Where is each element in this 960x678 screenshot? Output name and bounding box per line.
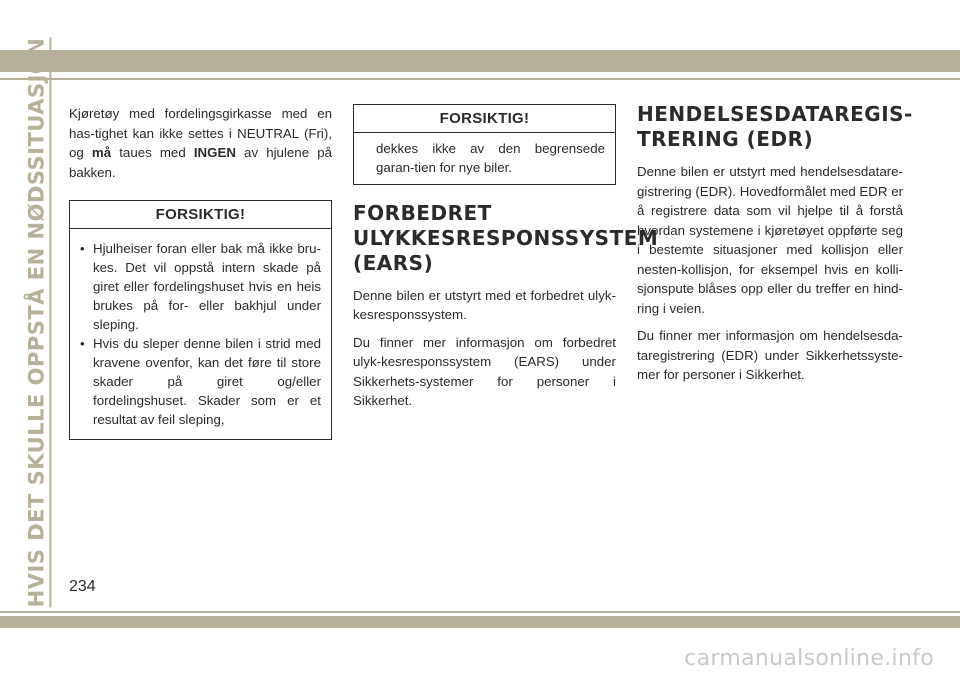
caution-text: dekkes ikke av den begrensede garan-tien for nye biler. [376, 140, 605, 175]
section-heading-edr: HENDELSESDATAREGIS-TRERING (EDR) [637, 102, 913, 151]
intro-text-a: Kjøretøy med fordelingsgirkasse med en has-tighet kan ikke settes i NEUTRAL (Fri), og [69, 106, 332, 160]
header-bar [0, 50, 960, 72]
caution-box-1 [69, 200, 332, 440]
body-paragraph: Du finner mer informasjon om forbedret ulyk-kesresponssystem (EARS) under Sikkerhets-systemer for personer i Sikkerhet. [353, 334, 616, 408]
caution-box-2 [353, 104, 616, 185]
header-rule [0, 78, 960, 80]
section-heading-ears: FORBEDRET ULYKKESRESPONSSYSTEM (EARS) [353, 200, 659, 275]
side-section-title-text: HVIS DET SKULLE OPPSTÅ EN NØDSSITUASJON [25, 38, 52, 608]
page-number: 234 [69, 578, 96, 595]
column-1 [69, 104, 332, 450]
side-section-title [24, 37, 52, 608]
column-3 [637, 102, 913, 393]
top-band [0, 0, 960, 72]
body-paragraph: Du finner mer informasjon om hendelsesda-taregistrering (EDR) under Sikkerhetssyste-mer for personer i Sikkerhet. [637, 328, 903, 382]
caution-list-item: • Hjulheiser foran eller bak må ikke bru-kes. Det vil oppstå intern skade på giret eller fordelingshuset hvis en heis brukes på for- eller bakhjul under sleping. [80, 239, 321, 334]
caution-title: FORSIKTIG! [354, 105, 615, 133]
caution-list-item: • Hvis du sleper denne bilen i strid med kravene ovenfor, kan det føre til store skader på giret og/eller fordelingshuset. Skader som er et resultat av feil sleping, [80, 334, 321, 429]
footer-rule [0, 611, 960, 613]
body-paragraph: Denne bilen er utstyrt med et forbedret ulyk-kesresponssystem. [353, 287, 616, 322]
intro-text-emph-1: må [91, 145, 112, 160]
body-paragraph: Denne bilen er utstyrt med hendelsesdatare-gistrering (EDR). Hovedformålet med EDR er å registrere data som vil hjelpe til å forstå hvordan systemene i kjøretøyet oppførte seg i bestemte situasjoner med kollisjon eller nesten-kollisjon, for eksempel hvis en kolli-sjonspute blåses opp eller du treffer en hind-ring i veien. [637, 164, 904, 316]
caution-title: FORSIKTIG! [70, 201, 331, 229]
intro-text-emph-2: INGEN [193, 145, 236, 160]
caution-list [80, 239, 321, 429]
intro-text-e: av hjulene på bakken. [69, 145, 332, 180]
column-2 [353, 104, 659, 419]
watermark-text: carmanualsonline.info [684, 646, 934, 671]
footer-bar [0, 616, 960, 628]
intro-text-c: taues med [111, 145, 194, 160]
intro-paragraph [69, 104, 332, 182]
